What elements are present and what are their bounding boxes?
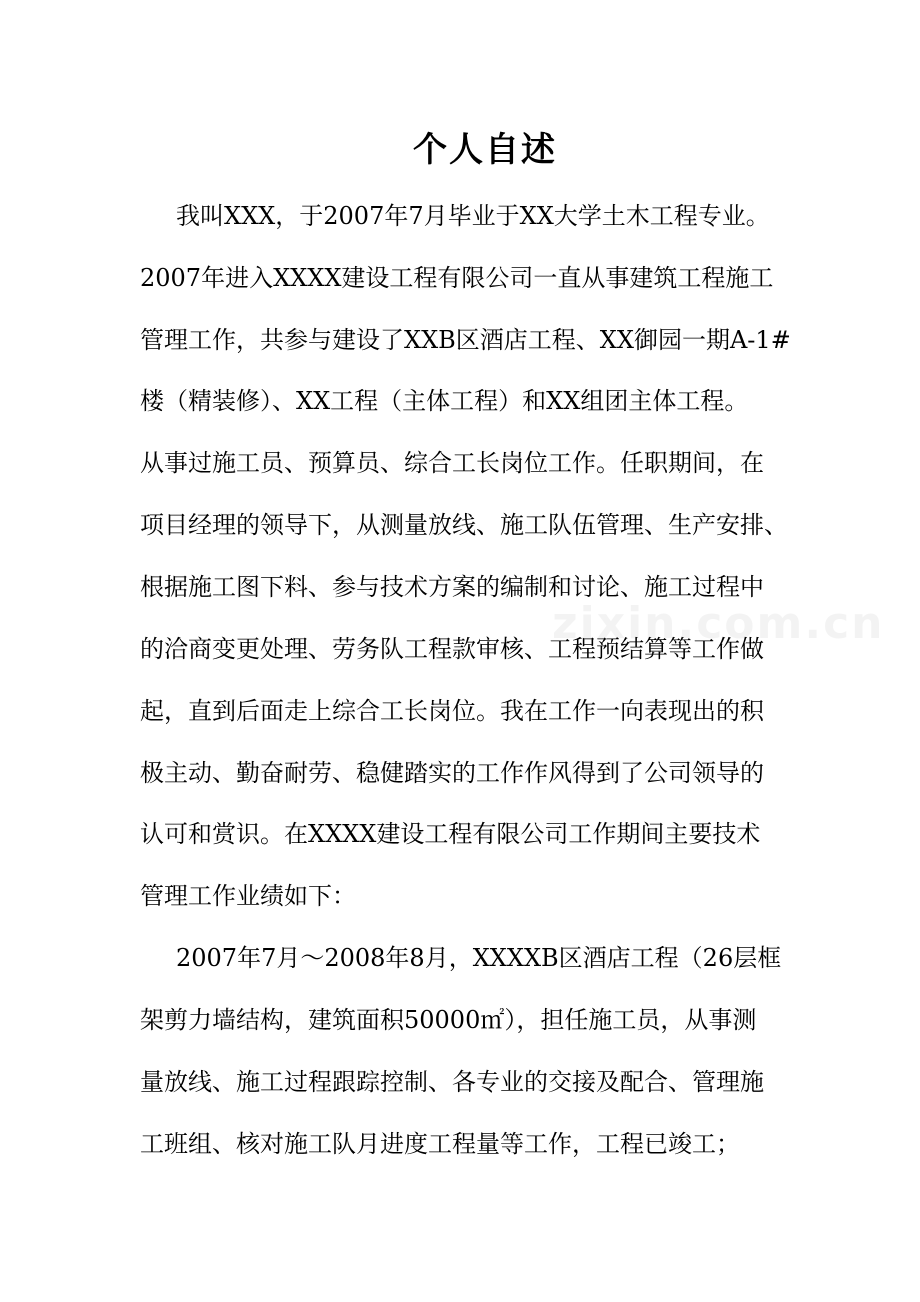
paragraph-line: 2007年进入XXXX建设工程有限公司一直从事建筑工程施工: [140, 264, 774, 292]
paragraph-line: 项目经理的领导下，从测量放线、施工队伍管理、生产安排、: [140, 511, 788, 539]
paragraph-line: 2007年7月～2008年8月，XXXXB区酒店工程（26层框: [176, 944, 782, 972]
paragraph-line: 量放线、施工过程跟踪控制、各专业的交接及配合、管理施: [140, 1068, 764, 1096]
paragraph-line: 的洽商变更处理、劳务队工程款审核、工程预结算等工作做: [140, 635, 764, 663]
paragraph-line: 从事过施工员、预算员、综合工长岗位工作。任职期间，在: [140, 449, 764, 477]
paragraph-line: 根据施工图下料、参与技术方案的编制和讨论、施工过程中: [140, 573, 764, 601]
paragraph-line: 认可和赏识。在XXXX建设工程有限公司工作期间主要技术: [140, 820, 761, 848]
paragraph-line: 架剪力墙结构，建筑面积50000㎡），担任施工员，从事测: [140, 1006, 757, 1034]
paragraph-line: 管理工作，共参与建设了XXB区酒店工程、XX御园一期A-1#: [140, 326, 791, 354]
watermark-text: [552, 598, 884, 649]
document-title: 个人自述: [413, 130, 557, 170]
paragraph-line: 极主动、勤奋耐劳、稳健踏实的工作作风得到了公司领导的: [140, 759, 764, 787]
paragraph-line: 工班组、核对施工队月进度工程量等工作，工程已竣工；: [140, 1130, 740, 1158]
paragraph-line: 管理工作业绩如下：: [140, 882, 356, 910]
paragraph-line: 我叫XXX，于2007年7月毕业于XX大学土木工程专业。: [176, 202, 770, 230]
paragraph-line: 起，直到后面走上综合工长岗位。我在工作一向表现出的积: [140, 697, 764, 725]
paragraph-line: 楼（精装修）、XX工程（主体工程）和XX组团主体工程。: [140, 387, 749, 415]
